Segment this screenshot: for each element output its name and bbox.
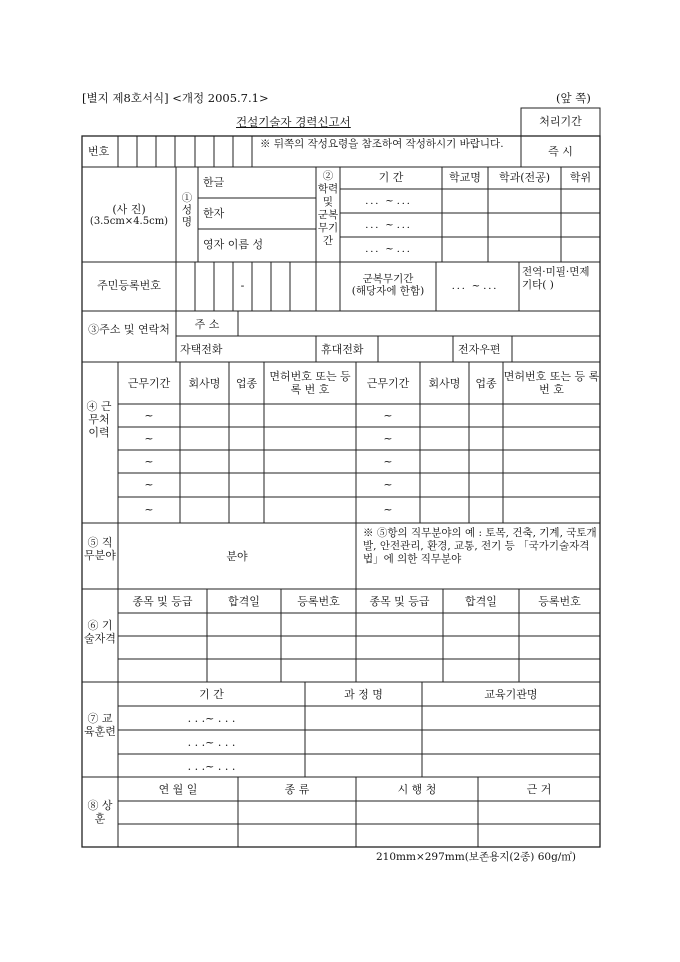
qualification-section-label: ⑥ 기술자격	[84, 619, 116, 645]
education-col-school: 학교명	[449, 171, 481, 184]
training-col-course: 과 정 명	[344, 688, 383, 701]
field-label: 분야	[226, 550, 248, 563]
education-col-degree: 학위	[569, 171, 592, 184]
training-col-institution: 교육기관명	[484, 688, 538, 701]
name-section-label: ① 성명	[181, 192, 193, 228]
work-row-tilde: ~	[144, 503, 154, 516]
form-number: [별지 제8호서식] <개정 2005.7.1>	[82, 91, 269, 105]
work-col-license: 면허번호 또는 등 록 번 호	[269, 370, 351, 396]
work-col-period: 근무기간	[127, 377, 171, 390]
work-row-tilde: ~	[383, 409, 393, 422]
work-row-tilde: ~	[144, 432, 154, 445]
resident-no-label: 주민등록번호	[97, 279, 161, 292]
qual-col-regno: 등록번호	[297, 595, 340, 608]
work-col-company: 회사명	[428, 377, 461, 390]
work-col-company: 회사명	[188, 377, 221, 390]
page-side: (앞 쪽)	[556, 91, 591, 105]
home-phone-label: 자택전화	[180, 343, 223, 356]
photo-size: (3.5cm×4.5cm)	[89, 216, 169, 227]
training-row-period: . . .~ . . .	[187, 712, 236, 725]
award-col-agency: 시 행 청	[397, 783, 437, 796]
work-col-industry: 업종	[235, 377, 258, 390]
mobile-label: 휴대전화	[321, 343, 364, 356]
field-section-label: ⑤ 직무분야	[84, 536, 116, 562]
training-section-label: ⑦ 교육훈련	[84, 712, 116, 738]
name-hanja-label: 한자	[203, 207, 225, 220]
contact-section-label: ③주소 및 연락처	[88, 323, 170, 336]
military-period-note: (해당자에 한함)	[351, 285, 425, 297]
resident-no-dash: -	[240, 279, 245, 292]
email-label: 전자우편	[458, 343, 501, 356]
number-label: 번호	[88, 145, 110, 158]
award-col-date: 연 월 일	[158, 783, 198, 796]
note-top: ※ 뒤쪽의 작성요령을 참조하여 작성하시기 바랍니다.	[260, 138, 504, 150]
name-english-label: 영자 이름 성	[203, 238, 264, 251]
paper-spec: 210mm×297mm(보존용지(2종) 60g/㎡)	[376, 851, 576, 863]
education-row-period: ．．．~ ．．．	[365, 244, 417, 255]
work-col-industry: 업종	[475, 377, 497, 390]
education-col-period: 기 간	[378, 171, 404, 184]
military-period-value: ．．．~ ．．．	[451, 281, 504, 292]
work-history-section-label: ④ 근무처이력	[86, 400, 112, 439]
training-row-period: . . .~ . . .	[187, 736, 236, 749]
education-row-period: ．．．~ ．．．	[365, 220, 417, 231]
training-col-period: 기 간	[199, 688, 224, 701]
work-row-tilde: ~	[144, 455, 154, 468]
military-period-label: 군복무기간	[362, 273, 414, 285]
training-row-period: . . .~ . . .	[187, 760, 236, 773]
work-col-period: 근무기간	[366, 377, 410, 390]
field-note: ※ ⑤항의 직무분야의 예 : 토목, 건축, 기계, 국토개발, 안전관리, 환경, 교통, 전기 등 「국가기술자격법」에 의한 직무분야	[363, 527, 597, 565]
photo-label: (사 진)	[112, 203, 146, 216]
qual-col-item: 종목 및 등급	[369, 595, 430, 608]
address-label: 주 소	[194, 318, 220, 331]
name-hangul-label: 한글	[203, 176, 225, 189]
work-row-tilde: ~	[144, 478, 154, 491]
award-col-basis: 근 거	[526, 783, 552, 796]
award-col-type: 종 류	[284, 783, 310, 796]
qual-col-item: 종목 및 등급	[132, 595, 193, 608]
qual-col-regno: 등록번호	[538, 595, 581, 608]
qual-col-date: 합격일	[465, 595, 497, 608]
page-title: 건설기술자 경력신고서	[236, 115, 351, 129]
education-col-major: 학과(전공)	[498, 171, 551, 184]
work-row-tilde: ~	[383, 455, 393, 468]
processing-label: 처리기간	[539, 115, 582, 128]
military-status: 전역·미필·면제 기타( )	[522, 266, 590, 291]
work-row-tilde: ~	[383, 478, 393, 491]
work-col-license: 면허번호 또는 등 록 번 호	[503, 370, 600, 396]
award-section-label: ⑧ 상훈	[87, 799, 113, 825]
work-row-tilde: ~	[383, 432, 393, 445]
qual-col-date: 합격일	[228, 595, 260, 608]
education-row-period: ．．．~ ．．．	[365, 196, 417, 207]
work-row-tilde: ~	[144, 409, 154, 422]
work-row-tilde: ~	[383, 503, 393, 516]
education-section-label: ② 학력 및 군복무기간	[317, 170, 339, 247]
processing-value: 즉 시	[548, 145, 573, 158]
